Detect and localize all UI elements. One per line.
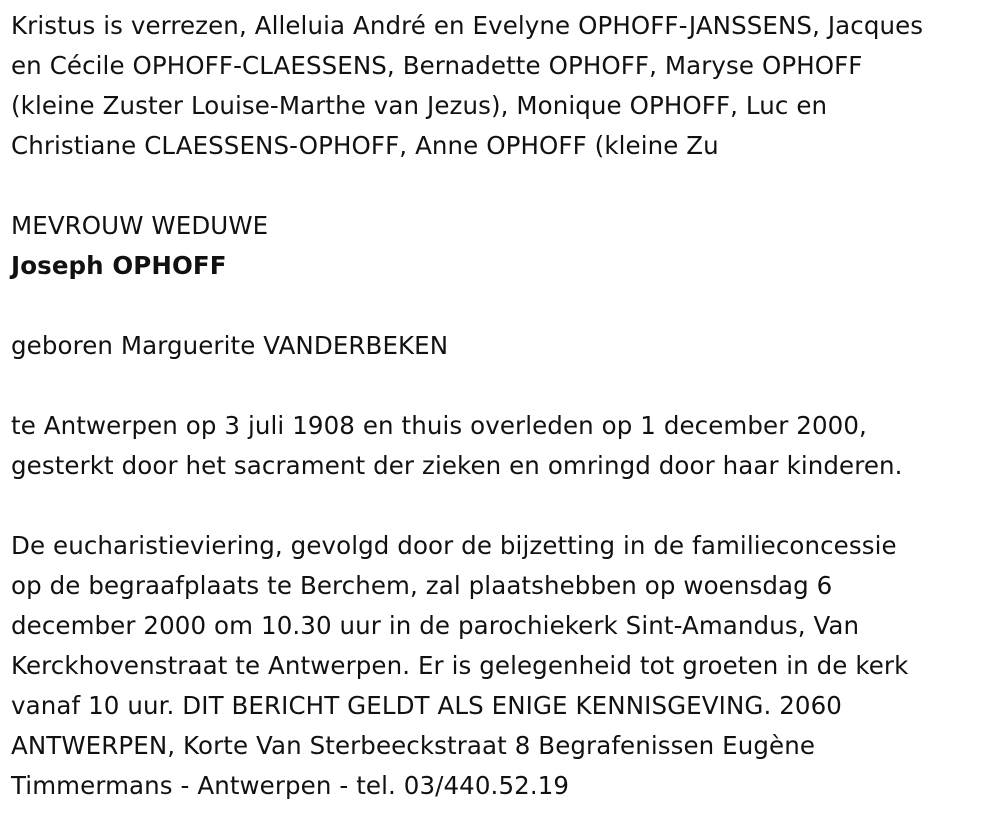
- text-line: Kristus is verrezen, Alleluia André en Evelyne OPHOFF-JANSSENS, Jacques: [11, 11, 924, 40]
- ceremony-details: [11, 526, 993, 806]
- spacer: [11, 366, 993, 406]
- text-line: ANTWERPEN, Korte Van Sterbeeckstraat 8 Begrafenissen Eugène: [11, 731, 816, 760]
- deceased-husband-name: Joseph OPHOFF: [11, 251, 227, 280]
- text-line: (kleine Zuster Louise-Marthe van Jezus), Monique OPHOFF, Luc en: [11, 91, 828, 120]
- text-line: Kerckhovenstraat te Antwerpen. Er is gelegenheid tot groeten in de kerk: [11, 651, 909, 680]
- spacer: [11, 286, 993, 326]
- text-line: Timmermans - Antwerpen - tel. 03/440.52.19: [11, 771, 570, 800]
- family-announcement: [11, 6, 993, 166]
- spacer: [11, 486, 993, 526]
- text-line: op de begraafplaats te Berchem, zal plaatshebben op woensdag 6: [11, 571, 833, 600]
- text-line: te Antwerpen op 3 juli 1908 en thuis overleden op 1 december 2000,: [11, 411, 867, 440]
- text-line: december 2000 om 10.30 uur in de parochiekerk Sint-Amandus, Van: [11, 611, 860, 640]
- text-line: De eucharistieviering, gevolgd door de bijzetting in de familieconcessie: [11, 531, 897, 560]
- deceased-title: MEVROUW WEDUWE: [11, 211, 269, 240]
- birth-death-details: [11, 406, 993, 486]
- text-line: vanaf 10 uur. DIT BERICHT GELDT ALS ENIGE KENNISGEVING. 2060: [11, 691, 842, 720]
- text-line: gesterkt door het sacrament der zieken en omringd door haar kinderen.: [11, 451, 903, 480]
- spacer: [11, 166, 993, 206]
- text-line: Christiane CLAESSENS-OPHOFF, Anne OPHOFF (kleine Zu: [11, 131, 719, 160]
- maiden-name: geboren Marguerite VANDERBEKEN: [11, 331, 449, 360]
- obituary-notice: [11, 6, 993, 806]
- text-line: en Cécile OPHOFF-CLAESSENS, Bernadette OPHOFF, Maryse OPHOFF: [11, 51, 863, 80]
